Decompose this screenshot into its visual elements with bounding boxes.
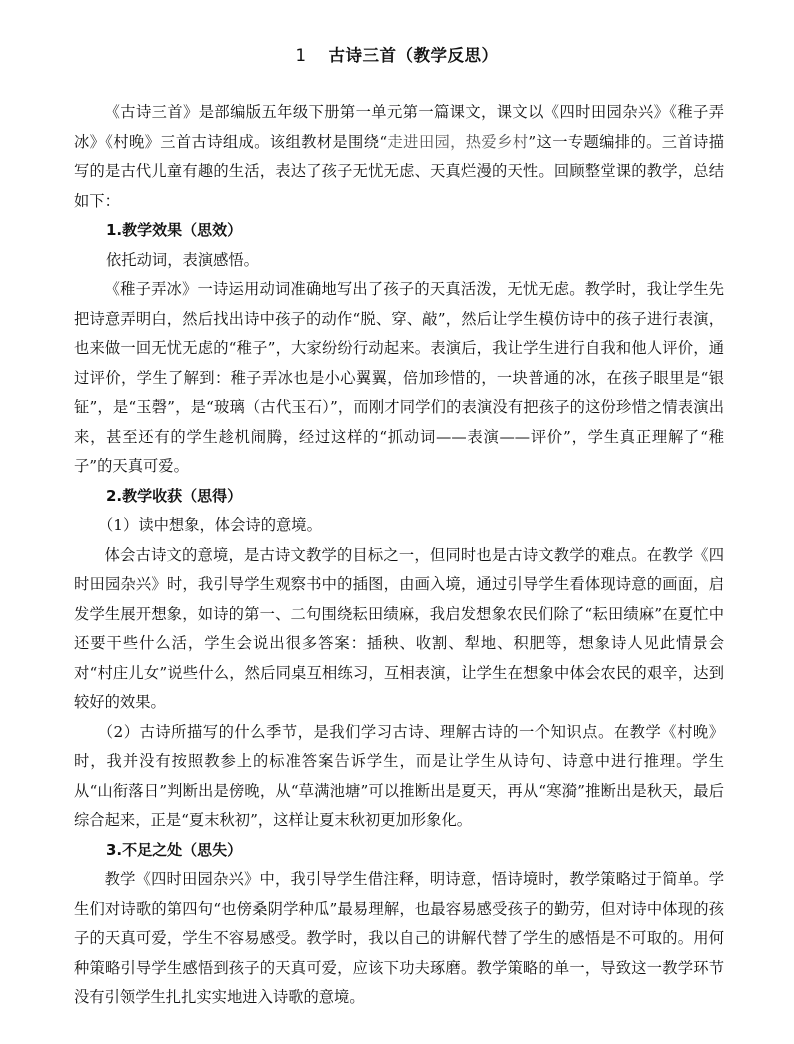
section-2-subheading: （1）读中想象，体会诗的意境。 bbox=[98, 516, 322, 534]
section-3-heading: 3.不足之处（思失） bbox=[106, 840, 243, 859]
title-text: 古诗三首（教学反思） bbox=[328, 46, 499, 65]
section-2-paragraph: 体会古诗文的意境，是古诗文教学的目标之一，但同时也是古诗文教学的难点。在教学《四时田园杂兴》时，我引导学生观察书中的插图，由画入境，通过引导学生看体现诗意的画面，启发学生展开想象，如诗的第一、二句围绕耘田绩麻，我启发想象农民们除了“耘田绩麻”在夏忙中还要干些什么活，学生会说出很多答案：插秧、收割、犁地、积肥等，想象诗人见此情景会对“村庄儿女”说些什么，然后同桌互相练习，互相表演，让学生在想象中体会农民的艰辛，达到较好的效果。 bbox=[74, 545, 724, 711]
section-2-paragraph-2: （2）古诗所描写的什么季节，是我们学习古诗、理解古诗的一个知识点。在教学《村晚》时，我并没有按照教参上的标准答案告诉学生，而是让学生从诗句、诗意中进行推理。学生从“山衔落日”判断出是傍晚，从“草满池塘”可以推断出是夏天，再从“寒漪”推断出是秋天，最后综合起来，正是“夏末秋初”，这样让夏末秋初更加形象化。 bbox=[74, 722, 724, 829]
section-2-heading: 2.教学收获（思得） bbox=[106, 486, 243, 505]
page-title bbox=[0, 42, 794, 66]
title-number: 1 bbox=[295, 46, 307, 65]
section-1-subheading: 依托动词，表演感悟。 bbox=[106, 250, 259, 269]
theme-highlight: 走进田园，热爱乡村 bbox=[387, 132, 529, 151]
intro-text-1: 《古诗三首》是部编版五年级下册第一单元第一篇课文，课文以《四时田园杂兴》《稚子弄冰》《村晚》三首古诗组成。该组教材是围绕“ bbox=[74, 103, 724, 151]
section-1-paragraph: 《稚子弄冰》一诗运用动词准确地写出了孩子的天真活泼，无忧无虑。教学时，我让学生先把诗意弄明白，然后找出诗中孩子的动作“脱、穿、敲”，然后让学生模仿诗中的孩子进行表演，也来做一回无忧无虑的“稚子”，大家纷纷行动起来。表演后，我让学生进行自我和他人评价，通过评价，学生了解到：稚子弄冰也是小心翼翼，倍加珍惜的，一块普通的冰，在孩子眼里是“银钲”，是“玉磬”，是“玻璃（古代玉石）”，而刚才同学们的表演没有把孩子的这份珍惜之情表演出来，甚至还有的学生趁机闹腾，经过这样的“抓动词——表演——评价”，学生真正理解了“稚子”的天真可爱。 bbox=[74, 280, 724, 475]
intro-paragraph bbox=[74, 98, 724, 216]
document-body bbox=[74, 98, 724, 1013]
section-3-paragraph: 教学《四时田园杂兴》中，我引导学生借注释，明诗意，悟诗境时，教学策略过于简单。学生们对诗歌的第四句“也傍桑阴学种瓜”最易理解，也最容易感受孩子的勤劳，但对诗中体现的孩子的天真可爱，学生不容易感受。教学时，我以自己的讲解代替了学生的感悟是不可取的。用何种策略引导学生感悟到孩子的天真可爱，应该下功夫琢磨。教学策略的单一，导致这一教学环节没有引领学生扎扎实实地进入诗歌的意境。 bbox=[74, 870, 724, 1006]
section-1-heading: 1.教学效果（思效） bbox=[106, 221, 243, 239]
intro-text-2: ”这一专题编排的。三首诗描写的是古代儿童有趣的生活，表达了孩子无忧无虑、天真烂漫的天性。回顾整堂课的教学，总结如下： bbox=[74, 132, 724, 210]
